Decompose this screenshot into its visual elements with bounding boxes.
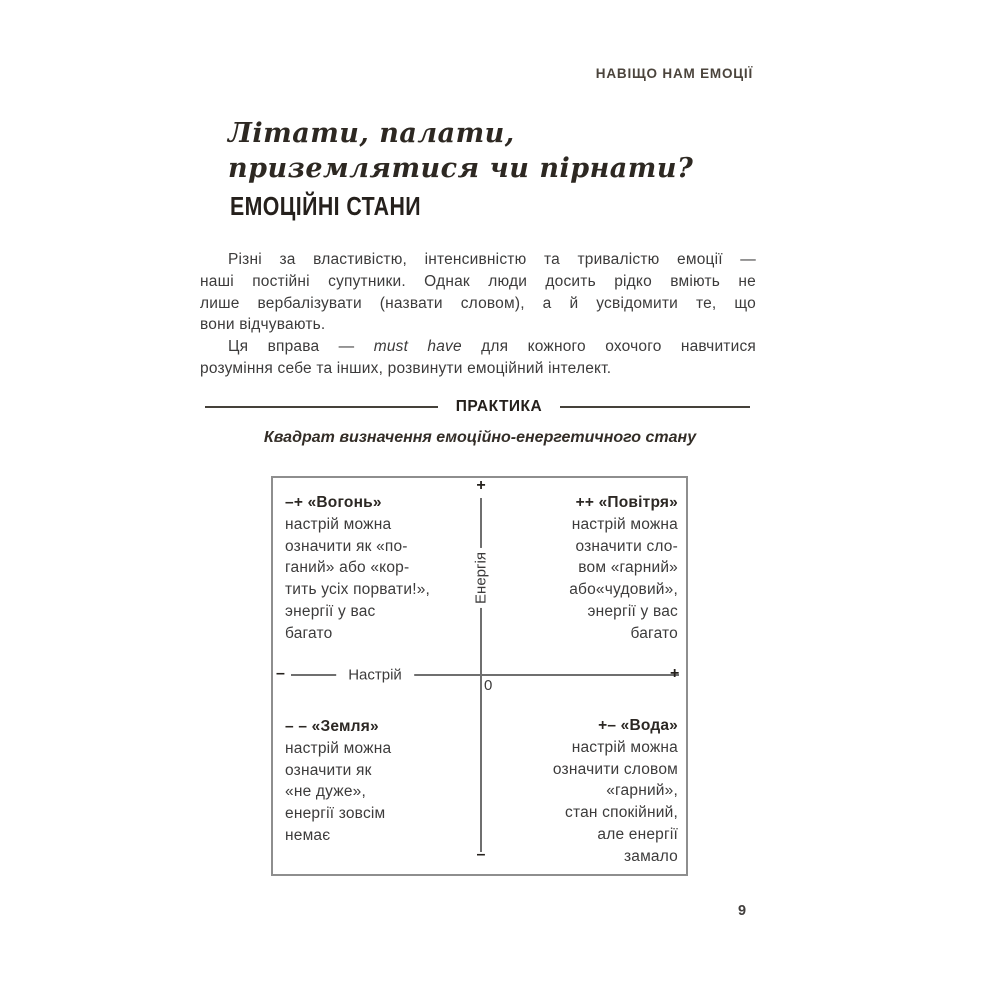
- paragraph1-line1: Різні за властивістю, інтенсивністю та тривалістю емоції —: [228, 251, 756, 268]
- mood-axis-plus-sign: +: [670, 665, 680, 682]
- quadrant-earth: [285, 716, 477, 847]
- quadrant-fire-title: –+ «Вогонь»: [285, 494, 382, 511]
- practice-divider-label: ПРАКТИКА: [455, 398, 543, 415]
- quadrant-air-line: настрій можна: [571, 515, 678, 533]
- diagram-caption: Квадрат визначення емоційно-енергетичного стану: [263, 429, 697, 446]
- quadrant-water-line: стан спокійний,: [565, 804, 678, 822]
- paragraph2-text-after: для кожного охочого навчитися: [461, 338, 757, 356]
- quadrant-earth-line: «не дуже»,: [285, 783, 366, 801]
- quadrant-water-line: замало: [623, 847, 678, 865]
- quadrant-earth-line: енергії зовсім: [285, 805, 386, 823]
- quadrant-air-line: означити сло-: [575, 537, 678, 555]
- paragraph2-italic-phrase: must have: [373, 338, 462, 356]
- quadrant-water: [468, 715, 678, 868]
- quadrant-air-line: багато: [630, 624, 678, 642]
- quadrant-water-line: означити словом: [552, 760, 678, 778]
- axis-origin-zero: 0: [484, 677, 493, 694]
- quadrant-fire-line: означити як «по-: [285, 537, 408, 555]
- divider-line-left: [205, 406, 438, 408]
- energy-axis-minus-sign: –: [476, 846, 486, 863]
- quadrant-water-line: але енергії: [597, 825, 678, 843]
- quadrant-air-line: энергії у вас: [587, 602, 678, 620]
- script-title-line2: приземлятися чи пірнати?: [228, 153, 694, 184]
- energy-axis-plus-sign: +: [476, 477, 486, 494]
- quadrant-water-title: +– «Вода»: [598, 717, 678, 734]
- quadrant-fire-line: настрій можна: [285, 515, 392, 533]
- paragraph1-line4: вони відчувають.: [200, 316, 326, 334]
- script-title-line1: Літати, палати,: [228, 118, 515, 149]
- quadrant-earth-line: немає: [285, 826, 331, 844]
- paragraph1-line2: наші постійні супутники. Однак люди досить рідко вміють не: [200, 272, 756, 290]
- quadrant-air-line: вом «гарний»: [578, 559, 678, 577]
- quadrant-fire: [285, 492, 477, 645]
- quadrant-earth-line: означити як: [285, 761, 372, 779]
- paragraph2-line2: розуміння себе та інших, розвинути емоційний інтелект.: [200, 359, 612, 377]
- paragraph1-line3: лише вербалізувати (назвати словом), а й усвідомити те, що: [200, 294, 756, 312]
- quadrant-air-line: або«чудовий»,: [569, 581, 678, 599]
- intro-text: [200, 249, 756, 380]
- chapter-script-title: [228, 116, 693, 186]
- mood-axis-minus-sign: –: [276, 665, 285, 682]
- page-number: 9: [738, 903, 747, 919]
- quadrant-air: [486, 492, 678, 645]
- mood-axis-label: Настрій: [336, 665, 414, 686]
- paragraph2-text: Ця вправа —: [228, 338, 374, 356]
- running-header: НАВІЩО НАМ ЕМОЦІЇ: [595, 66, 753, 81]
- divider-line-right: [560, 406, 750, 408]
- quadrant-water-line: настрій можна: [571, 738, 678, 756]
- quadrant-air-title: ++ «Повітря»: [575, 494, 678, 511]
- paragraph2-line1: [200, 336, 756, 358]
- quadrant-earth-line: настрій можна: [285, 739, 392, 757]
- energy-axis-label: Енергія: [463, 548, 500, 608]
- quadrant-fire-line: ганий» або «кор-: [285, 559, 410, 577]
- quadrant-water-line: «гарний»,: [606, 782, 678, 800]
- chapter-heading: ЕМОЦІЙНІ СТАНИ: [230, 191, 422, 221]
- quadrant-fire-line: тить усіх порвати!»,: [285, 581, 431, 599]
- quadrant-fire-line: энергії у вас: [285, 602, 376, 620]
- quadrant-earth-title: – – «Земля»: [285, 718, 379, 735]
- quadrant-diagram: [271, 476, 688, 876]
- quadrant-fire-line: багато: [285, 624, 333, 642]
